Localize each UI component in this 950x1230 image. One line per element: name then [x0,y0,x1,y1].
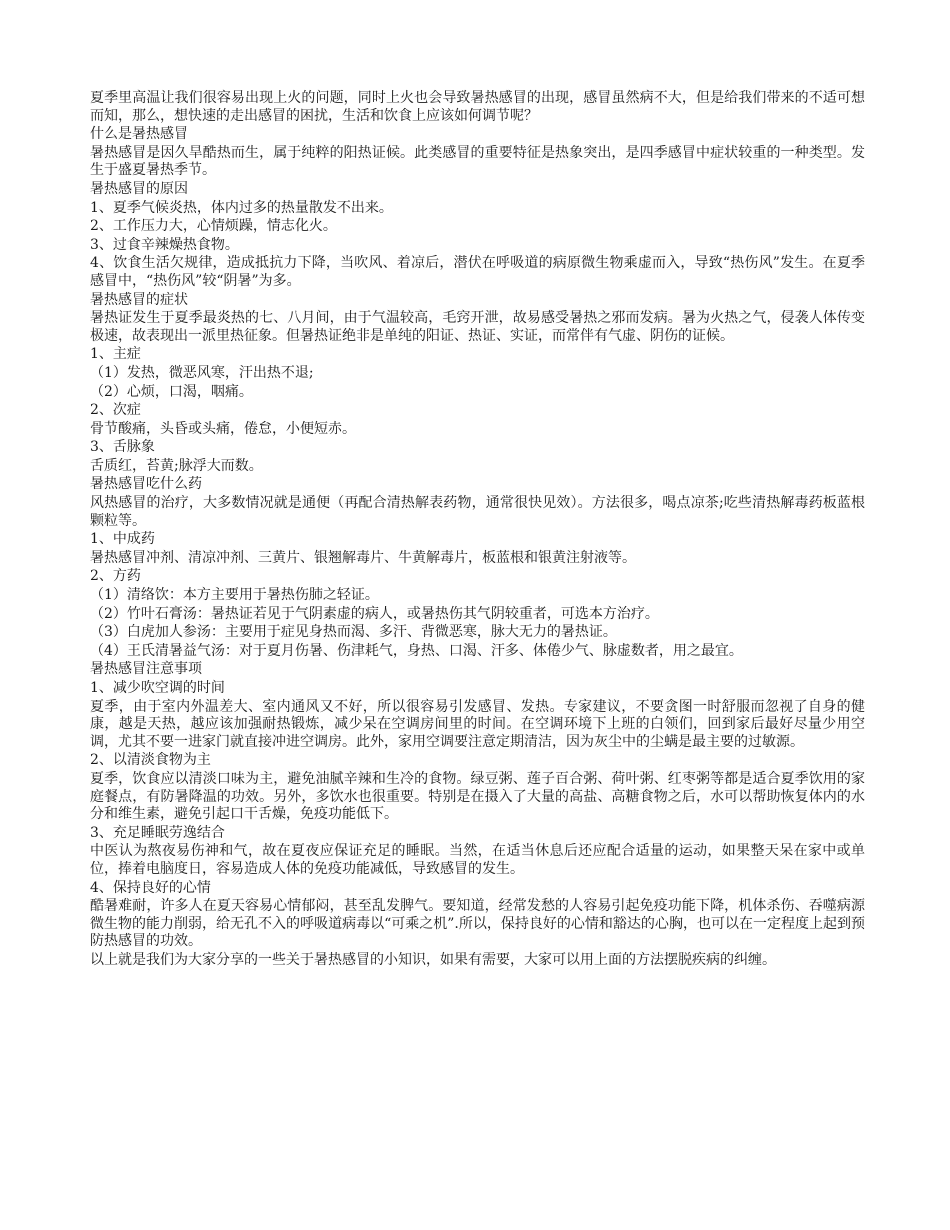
paragraph: 以上就是我们为大家分享的一些关于暑热感冒的小知识，如果有需要，大家可以用上面的方法摆脱疾病的纠缠。 [90,951,776,968]
paragraph: 骨节酸痛，头昏或头痛，倦怠，小便短赤。 [90,420,356,437]
paragraph: 什么是暑热感冒 [90,126,188,143]
document-body [90,90,865,970]
paragraph: 夏季，由于室内外温差大、室内通风又不好，所以很容易引发感冒、发热。专家建议，不要贪图一时舒服而忽视了自身的健康，越是天热，越应该加强耐热锻炼，减少呆在空调房间里的时间。在空调环境下上班的白领们，回到家后最好尽量少用空调，尤其不要一进家门就直接冲进空调房。此外，家用空调要注意定期清洁，因为灰尘中的尘螨是最主要的过敏源。 [90,698,865,750]
paragraph: 2、次症 [90,402,141,419]
paragraph: 3、充足睡眠劳逸结合 [90,824,225,841]
paragraph: 2、工作压力大，心情烦躁，情志化火。 [90,218,337,235]
paragraph: 暑热感冒注意事项 [90,661,202,678]
paragraph: （2）竹叶石膏汤：暑热证若见于气阴素虚的病人，或暑热伤其气阴较重者，可选本方治疗。 [90,605,659,622]
paragraph: 2、以清淡食物为主 [90,752,211,769]
paragraph: 酷暑难耐，许多人在夏天容易心情郁闷，甚至乱发脾气。要知道，经常发愁的人容易引起免疫功能下降，机体杀伤、吞噬病源微生物的能力削弱，给无孔不入的呼吸道病毒以“可乘之机”.所以，保持良好的心情和豁达的心胸，也可以在一定程度上起到预防热感冒的功效。 [90,898,865,950]
paragraph: 1、主症 [90,346,141,363]
paragraph: 1、减少吹空调的时间 [90,680,225,696]
paragraph: （2）心烦，口渴，咽痛。 [90,383,253,400]
paragraph: （1）清络饮：本方主要用于暑热伤肺之轻证。 [90,587,379,604]
paragraph: 暑热感冒的原因 [90,180,188,197]
paragraph: 中医认为熬夜易伤神和气，故在夏夜应保证充足的睡眠。当然，在适当休息后还应配合适量的运动，如果整天呆在家中或单位，捧着电脑度日，容易造成人体的免疫功能减低，导致感冒的发生。 [90,843,865,877]
paragraph: （3）白虎加人参汤：主要用于症见身热而渴、多汗、背微恶寒，脉大无力的暑热证。 [90,624,617,641]
paragraph: （1）发热，微恶风寒，汗出热不退; [90,364,314,381]
paragraph: 暑热感冒吃什么药 [90,476,202,493]
paragraph: 暑热感冒的症状 [90,291,188,308]
paragraph: 夏季，饮食应以清淡口味为主，避免油腻辛辣和生冷的食物。绿豆粥、莲子百合粥、荷叶粥、红枣粥等都是适合夏季饮用的家庭餐点，有防暑降温的功效。另外，多饮水也很重要。特别是在摄入了大量的高盐、高糖食物之后，水可以帮助恢复体内的水分和维生素，避免引起口干舌燥，免疫功能低下。 [90,770,865,823]
paragraph: 4、保持良好的心情 [90,879,211,896]
paragraph: 1、夏季气候炎热，体内过多的热量散发不出来。 [90,199,393,216]
paragraph: 夏季里高温让我们很容易出现上火的问题，同时上火也会导致暑热感冒的出现，感冒虽然病不大，但是给我们带来的不适可想而知，那么，想快速的走出感冒的困扰，生活和饮食上应该如何调节呢？ [90,90,865,124]
paragraph: 3、过食辛辣燥热食物。 [90,236,239,253]
paragraph: 暑热感冒是因久旱酷热而生，属于纯粹的阳热证候。此类感冒的重要特征是热象突出，是四季感冒中症状较重的一种类型。发生于盛夏暑热季节。 [90,144,865,179]
paragraph: 2、方药 [90,568,141,585]
paragraph: 1、中成药 [90,531,155,548]
paragraph: 4、饮食生活欠规律，造成抵抗力下降，当吹风、着凉后，潜伏在呼吸道的病原微生物乘虚而入，导致“热伤风”发生。在夏季感冒中，“热伤风”较“阴暑”为多。 [90,255,865,289]
paragraph: 风热感冒的治疗，大多数情况就是通便（再配合清热解表药物，通常很快见效）。方法很多，喝点凉茶;吃些清热解毒药板蓝根颗粒等。 [90,495,865,529]
paragraph: 舌质红，苔黄;脉浮大而数。 [90,457,263,474]
paragraph: 3、舌脉象 [90,439,155,456]
paragraph: 暑热证发生于夏季最炎热的七、八月间，由于气温较高，毛窍开泄，故易感受暑热之邪而发病。暑为火热之气，侵袭人体传变极速，故表现出一派里热征象。但暑热证绝非是单纯的阳证、热证、实证，而常伴有气虚、阴伤的证候。 [90,310,865,344]
paragraph: 暑热感冒冲剂、清凉冲剂、三黄片、银翘解毒片、牛黄解毒片，板蓝根和银黄注射液等。 [90,549,636,566]
paragraph: （4）王氏清暑益气汤：对于夏月伤暑、伤津耗气，身热、口渴、汗多、体倦少气、脉虚数者，用之最宜。 [90,642,743,659]
